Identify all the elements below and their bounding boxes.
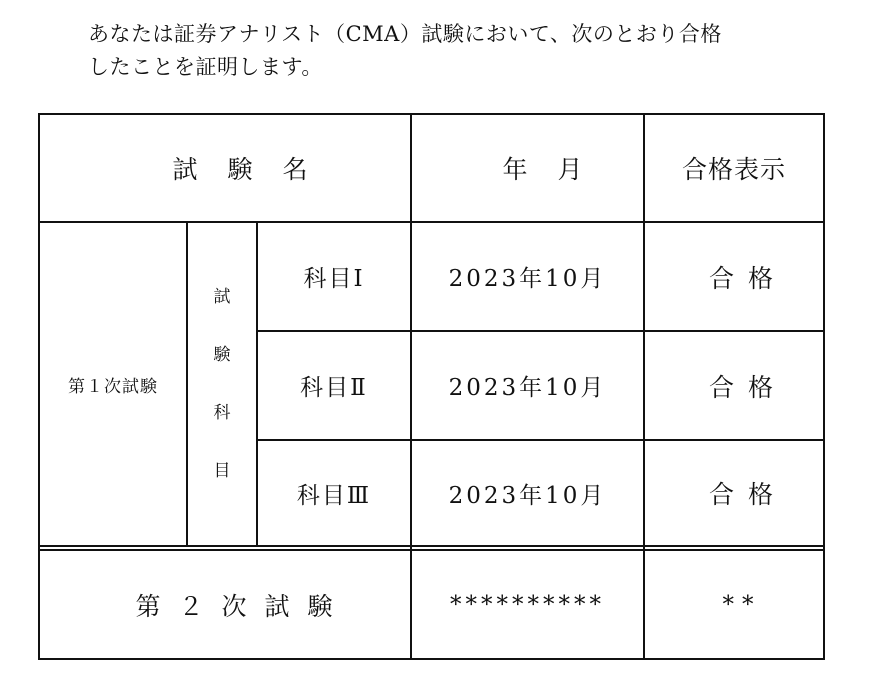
header-year-month: 年月 — [502, 155, 613, 184]
subject-2-date: 2023年10月 — [448, 375, 607, 401]
intro-line-2: したことを証明します。 — [88, 55, 323, 79]
vertical-char-1: 試 — [213, 287, 231, 307]
vertical-char-2: 験 — [213, 345, 231, 365]
subject-3-result: 合格 — [708, 480, 787, 509]
second-exam-date: ********** — [450, 591, 605, 618]
second-exam-label: 第２次試験 — [135, 591, 351, 621]
subject-1-result: 合格 — [708, 263, 787, 293]
double-line-upper — [38, 545, 825, 547]
header-pass-status: 合格表示 — [681, 155, 786, 184]
subject-1: 科目Ⅰ — [303, 266, 365, 292]
header-exam-name: 試験名 — [172, 155, 338, 184]
table-border-bottom — [38, 658, 825, 660]
subject-3-date: 2023年10月 — [448, 482, 607, 509]
vertical-char-4: 目 — [213, 461, 231, 481]
intro-line-1: あなたは証券アナリスト（CMA）試験において、次のとおり合格 — [88, 22, 722, 46]
second-exam-result: ** — [722, 591, 762, 618]
exam-subjects-vertical-label — [188, 223, 256, 545]
vertical-char-3: 科 — [213, 403, 231, 423]
subject-2: 科目Ⅱ — [300, 375, 368, 401]
subject-3: 科目Ⅲ — [296, 482, 372, 509]
subject-1-date: 2023年10月 — [448, 266, 607, 292]
subject-2-result: 合格 — [708, 372, 787, 402]
certificate-intro — [88, 18, 808, 84]
first-exam-label: 第１次試験 — [68, 376, 158, 397]
certificate-table — [38, 113, 825, 660]
